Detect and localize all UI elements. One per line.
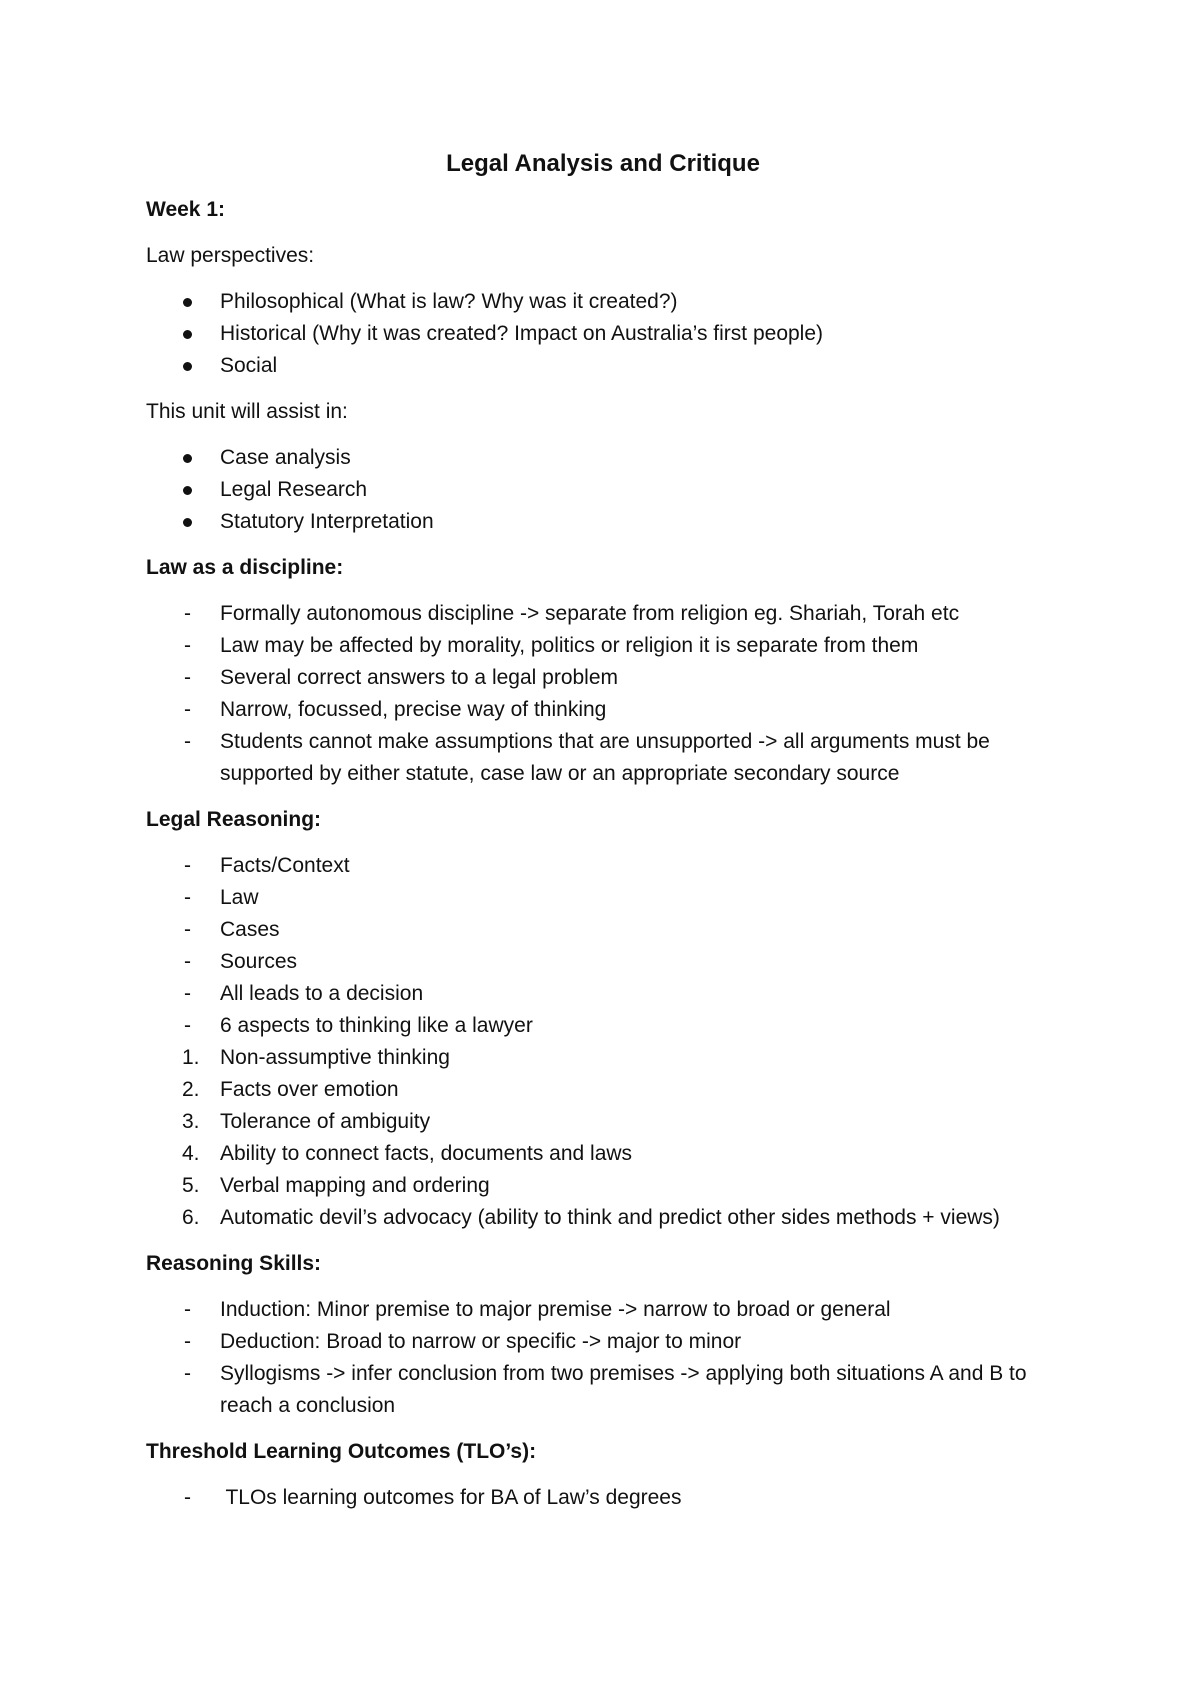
list-item-text: Induction: Minor premise to major premise -> narrow to broad or general (220, 1298, 891, 1321)
reasoning-list (146, 850, 1060, 1042)
list-item (146, 1170, 1060, 1202)
list-item (146, 726, 1060, 790)
bullet-icon (183, 486, 192, 495)
discipline-list (146, 598, 1060, 790)
list-item-text: Case analysis (220, 446, 351, 469)
number-marker: 5. (182, 1174, 200, 1197)
list-item-text: Facts over emotion (220, 1078, 399, 1101)
dash-marker: - (184, 950, 191, 973)
dash-marker: - (184, 634, 191, 657)
dash-marker: - (184, 730, 191, 753)
bullet-icon (183, 330, 192, 339)
list-item (146, 1358, 1060, 1422)
list-item-text: Historical (Why it was created? Impact on Australia’s first people) (220, 322, 824, 345)
list-item (146, 1482, 1060, 1514)
list-item (146, 350, 1060, 382)
list-item (146, 1294, 1060, 1326)
list-item (146, 850, 1060, 882)
list-item-text: Tolerance of ambiguity (220, 1110, 431, 1133)
number-marker: 2. (182, 1078, 200, 1101)
list-item (146, 474, 1060, 506)
bullet-icon (183, 362, 192, 371)
list-item-text: Syllogisms -> infer conclusion from two premises -> applying both situations A and B to reach a conclusion (220, 1362, 1027, 1417)
bullet-icon (183, 454, 192, 463)
list-item (146, 1202, 1060, 1234)
list-item-text: Legal Research (220, 478, 368, 501)
bullet-icon (183, 298, 192, 307)
dash-marker: - (184, 602, 191, 625)
number-marker: 1. (182, 1046, 200, 1069)
dash-marker: - (184, 918, 191, 941)
list-item (146, 694, 1060, 726)
unit-list (146, 442, 1060, 538)
list-item (146, 1138, 1060, 1170)
list-item (146, 1074, 1060, 1106)
list-item (146, 882, 1060, 914)
dash-marker: - (184, 854, 191, 877)
list-item (146, 286, 1060, 318)
list-item-text: Social (220, 354, 278, 377)
list-item-text: Cases (220, 918, 280, 941)
dash-marker: - (184, 1014, 191, 1037)
list-item (146, 1326, 1060, 1358)
skills-heading: Reasoning Skills: (146, 1252, 322, 1275)
list-item (146, 978, 1060, 1010)
list-item-text: Deduction: Broad to narrow or specific -> major to minor (220, 1330, 742, 1353)
dash-marker: - (184, 1298, 191, 1321)
list-item-text: Automatic devil’s advocacy (ability to think and predict other sides methods + views) (220, 1206, 1000, 1229)
dash-marker: - (184, 698, 191, 721)
number-marker: 6. (182, 1206, 200, 1229)
list-item (146, 946, 1060, 978)
list-item (146, 1010, 1060, 1042)
list-item-text: All leads to a decision (220, 982, 424, 1005)
list-item (146, 1042, 1060, 1074)
list-item (146, 914, 1060, 946)
unit-intro: This unit will assist in: (146, 400, 348, 423)
document-title: Legal Analysis and Critique (446, 150, 760, 177)
list-item-text: Law (220, 886, 259, 909)
bullet-icon (183, 518, 192, 527)
list-item-text: Facts/Context (220, 854, 350, 877)
list-item (146, 662, 1060, 694)
perspectives-intro: Law perspectives: (146, 244, 315, 267)
list-item-text: Students cannot make assumptions that are unsupported -> all arguments must be supported by either statute, case law or an appropriate secondary source (220, 730, 990, 785)
list-item (146, 1106, 1060, 1138)
dash-marker: - (184, 1330, 191, 1353)
list-item (146, 630, 1060, 662)
perspectives-list (146, 286, 1060, 382)
list-item-text: Ability to connect facts, documents and laws (220, 1142, 633, 1165)
number-marker: 4. (182, 1142, 200, 1165)
dash-marker: - (184, 1362, 191, 1385)
list-item-text: Several correct answers to a legal problem (220, 666, 619, 689)
dash-marker: - (184, 666, 191, 689)
list-item (146, 318, 1060, 350)
list-item-text: Philosophical (What is law? Why was it created?) (220, 290, 678, 313)
number-marker: 3. (182, 1110, 200, 1133)
discipline-heading: Law as a discipline: (146, 556, 344, 579)
dash-marker: - (184, 982, 191, 1005)
list-item (146, 506, 1060, 538)
lawyer-aspects-list (146, 1042, 1060, 1234)
list-item-text: Statutory Interpretation (220, 510, 434, 533)
list-item-text: Law may be affected by morality, politics or religion it is separate from them (220, 634, 919, 657)
list-item-text: Narrow, focussed, precise way of thinking (220, 698, 607, 721)
list-item-text: Non-assumptive thinking (220, 1046, 450, 1069)
list-item-text: Sources (220, 950, 298, 973)
dash-marker: - (184, 886, 191, 909)
list-item (146, 598, 1060, 630)
dash-marker: - (184, 1486, 191, 1509)
list-item-text: 6 aspects to thinking like a lawyer (220, 1014, 533, 1037)
list-item-text: TLOs learning outcomes for BA of Law’s degrees (220, 1486, 682, 1509)
list-item (146, 442, 1060, 474)
tlo-list (146, 1482, 1060, 1514)
list-item-text: Verbal mapping and ordering (220, 1174, 490, 1197)
week-heading: Week 1: (146, 198, 225, 221)
list-item-text: Formally autonomous discipline -> separate from religion eg. Shariah, Torah etc (220, 602, 960, 625)
skills-list (146, 1294, 1060, 1422)
reasoning-heading: Legal Reasoning: (146, 808, 322, 831)
tlo-heading: Threshold Learning Outcomes (TLO’s): (146, 1440, 537, 1463)
